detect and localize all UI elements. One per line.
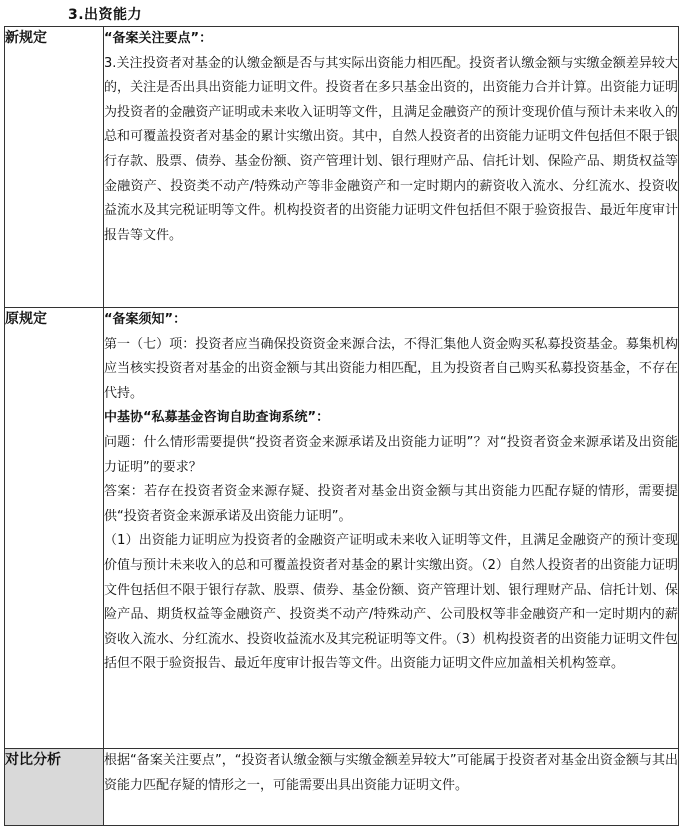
old-rule-detail: （1）出资能力证明应为投资者的金融资产证明或未来收入证明等文件，且满足金融资产的预计变现价值与预计未来收入的总和可覆盖投资者对基金的累计实缴出资。（2）自然人投资者的出资能力证明文件包括但不限于银行存款、股票、债券、基金份额、资产管理计划、银行理财产品、信托计划、保险产品、期货权益等金融资产、投资类不动产/特殊动产、公司股权等非金融资产和一定时期内的薪资收入流水、分红流水、投资收益流水及其完税证明等文件。（3）机构投资者的出资能力证明文件包括但不限于验资报告、最近年度审计报告等文件。出资能力证明文件应加盖相关机构签章。 [104, 533, 678, 672]
table-row-new-rule [5, 27, 679, 308]
analysis-content [104, 749, 679, 826]
table-row-analysis [5, 749, 679, 826]
old-rule-paragraph-1: 第一（七）项：投资者应当确保投资资金来源合法，不得汇集他人资金购买私募投资基金。募集机构应当核实投资者对基金的出资金额与其出资能力相匹配，且为投资者自己购买私募投资基金，不存在代持。 [104, 336, 678, 401]
row-label-new-rule: 新规定 [5, 27, 104, 308]
old-rule-subheading: 中基协“私募基金咨询自助查询系统”： [104, 410, 330, 426]
analysis-paragraph: 根据“备案关注要点”，“投资者认缴金额与实缴金额差异较大”可能属于投资者对基金出资金额与其出资能力匹配存疑的情形之一，可能需要出具出资能力证明文件。 [104, 753, 678, 793]
section-title: 3.出资能力 [68, 7, 143, 23]
row-label-analysis: 对比分析 [5, 749, 104, 826]
comparison-table [4, 26, 679, 826]
row-label-old-rule: 原规定 [5, 308, 104, 749]
old-rule-answer: 答案：若存在投资者资金来源存疑、投资者对基金出资金额与其出资能力匹配存疑的情形，需要提供“投资者资金来源承诺及出资能力证明”。 [104, 484, 678, 524]
table-row-old-rule [5, 308, 679, 749]
old-rule-content [104, 308, 679, 749]
new-rule-heading: “备案关注要点”： [104, 31, 213, 46]
old-rule-question: 问题：什么情形需要提供“投资者资金来源承诺及出资能力证明”？对“投资者资金来源承诺及出资能力证明”的要求？ [104, 434, 678, 475]
new-rule-paragraph: 3.关注投资者对基金的认缴金额是否与其实际出资能力相匹配。投资者认缴金额与实缴金额差异较大的，关注是否出具出资能力证明文件。投资者在多只基金出资的，出资能力合并计算。出资能力证明为投资者的金融资产证明或未来收入证明等文件，且满足金融资产的预计变现价值与预计未来收入的总和可覆盖投资者对基金的累计实缴出资。其中，自然人投资者的出资能力证明文件包括但不限于银行存款、股票、债券、基金份额、资产管理计划、银行理财产品、信托计划、保险产品、期货权益等金融资产、投资类不动产/特殊动产等非金融资产和一定时期内的薪资收入流水、分红流水、投资收益流水及其完税证明等文件。机构投资者的出资能力证明文件包括但不限于验资报告、最近年度审计报告等文件。 [104, 55, 678, 243]
new-rule-content [104, 27, 679, 308]
old-rule-heading: “备案须知”： [104, 312, 187, 327]
